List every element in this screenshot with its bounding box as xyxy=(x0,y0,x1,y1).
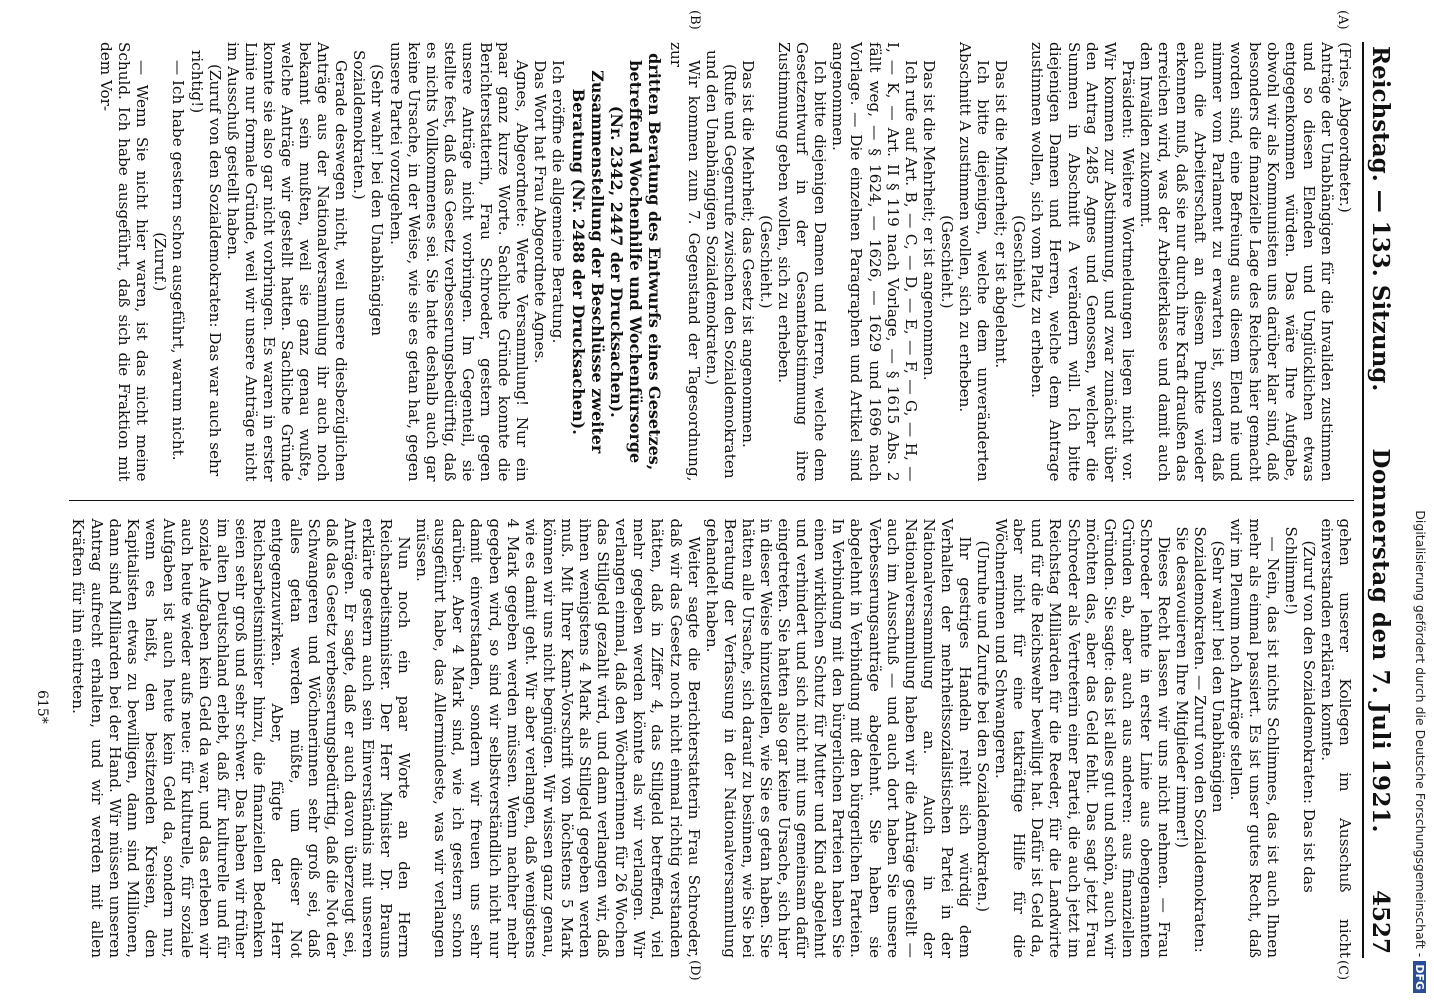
paragraph: Ich bitte diejenigen, welche dem unveränderten Abschnitt A zustimmen wollen, sich zu erheben. xyxy=(956,42,993,482)
footer-mark: 615* xyxy=(34,690,50,724)
paragraph: Gerade deswegen nicht, weil unsere diesbezüglichen Anträge aus der Nationalversammlung ihr auch noch bekannt sein mußten, weil sie ganz genau wußte, welche Anträge wir gestellt hatten. Sachliche Gründe konnte sie also gar nicht vorbringen. Es waren in erster Linie nur formale Gründe, weil wir unsere Anträge nicht im Ausschuß gestellt haben. xyxy=(223,42,351,482)
paragraph: (Fries, Abgeordneter.) xyxy=(1336,42,1354,213)
paragraph: Wir kommen zum 7. Gegenstand der Tagesordnung, zur xyxy=(666,42,703,482)
interjection: (Zuruf von den Sozialdemokraten: Das ist das Schlimme!) xyxy=(1281,526,1318,893)
agenda-title: dritten Beratung des Entwurfs eines Gesetzes, betreffend Wochenhilfe und Wochenfürsorge (Nr. 2342, 2447 der Drucksachen). Zusammenstellung der Beschlüsse zweiter Beratung (Nr. 2488 der Drucksachen). xyxy=(569,53,665,471)
interjection: (Unruhe und Zurufe bei den Sozialdemokraten.) xyxy=(974,540,993,913)
text-columns xyxy=(69,10,1354,981)
digitization-credit xyxy=(1406,8,1428,993)
paragraph: Agnes, Abgeordnete: Werte Versammlung! Nur ein paar ganz kurze Worte. Sachliche Gründe konnte die Berichterstatterin, Frau Schroeder, gestern gegen unsere Anträge nicht vorbringen. Im Gegenteil, sie stellte fest, daß das Gesetz verbesserungsbedürftig, daß es nichts Vollkommenes sei. Sie hatte deshalb auch gar keine Ursache, in der Weise, wie sie es getan hat, gegen unsere Partei vorzugehen. xyxy=(386,42,532,482)
right-column xyxy=(69,501,1354,959)
interjection: (Geschieht.) xyxy=(757,214,775,309)
paragraph: Das Wort hat Frau Abgeordnete Agnes. xyxy=(531,60,550,364)
margin-mark-c: (C) xyxy=(1335,960,1350,981)
paragraph: — Ich habe gestern schon ausgeführt, warum nicht. xyxy=(169,60,188,461)
left-column xyxy=(69,42,1354,501)
margin-mark-d: (D) xyxy=(687,960,702,981)
interjection: (Zuruf.) xyxy=(151,232,170,292)
margin-mark-a: (A) xyxy=(1335,10,1350,30)
paragraph: Ich eröffne die allgemeine Beratung. xyxy=(549,60,568,344)
margin-mark-b: (B) xyxy=(687,10,702,30)
paragraph: Nun noch ein paar Worte an den Herrn Reichsarbeitsminister. Der Herr Minister Dr. Brauns erklärte gestern auch sein Einverständnis mit unseren Anträgen. Er sagte, daß er auch davon überzeugt sei, daß das Gesetz verbesserungsbedürftig, daß die Not der Schwangeren und Wöchnerinnen sehr groß sei, daß alles getan werden müßte, um dieser Not entgegenzuwirken. Aber, fügte der Herr Reichsarbeitsminister hinzu, die finanziellen Bedenken seien sehr groß und sehr schwer. Das haben wir früher im alten Deutschland erlebt, daß für kulturelle und für soziale Aufgaben kein Geld da war, und das erleben wir auch heute wieder aufs neue: für kulturelle, für soziale Aufgaben ist auch heute kein Geld da, sondern nur, wenn es heißt, den besitzenden Kreisen, den Kapitalisten etwas zu bewilligen, dann sind Millionen, dann sind Milliarden bei der Hand. Wir müssen unseren Antrag aufrecht erhalten, und wir werden mit allen Kräften für ihn eintreten. xyxy=(69,518,414,958)
dfg-badge: DFG xyxy=(1413,961,1426,993)
paragraph: Ich rufe auf Art. B, — C, — D, — E, — F, — G, — H, — I, — K, — Art. II § 119 nach Vorlage, — § 1615 Abs. 2 fällt weg, — § 1624, — 1626, — 1629 und 1696 nach Vorlage. — Die einzelnen Paragraphen und Artikel sind angenommen. xyxy=(829,42,920,482)
interjection: (Geschieht.) xyxy=(937,214,956,309)
paragraph: Präsident: Weitere Wortmeldungen liegen nicht vor. Wir kommen zur Abstimmung, und zwar zunächst über den Antrag 2485 Agnes und Genossen, welcher die Summen in Abschnitt A verändern will. Ich bitte diejenigen Damen und Herren, welche dem Antrage zustimmen wollen, sich vom Platz zu erheben. xyxy=(1028,42,1137,482)
page-header xyxy=(1362,42,1394,958)
interjection: (Sehr wahr! bei den Unabhängigen Sozialdemokraten. — Zuruf von den Sozialdemokraten: Sie desavouieren Ihre Mitglieder immer!) xyxy=(1173,526,1228,953)
paragraph: Weiter sagte die Berichterstatterin Frau Schroeder, daß wir das Gesetz noch nicht einmal richtig verstanden hätten, daß in Ziffer 4, das Stillgeld betreffend, viel mehr gegeben werden könnte als wir verlangen. Wir verlangen einmal, daß den Wöchnerinnen für 26 Wochen das Stillgeld gezahlt wird, und dann verlangen wir, daß ihnen wenigstens 4 Mark als Stillgeld gegeben werden muß. Mit Ihrer Kann-Vorschrift von höchstens 5 Mark können wir uns nicht begnügen. Wir wissen ganz genau, wie es damit geht. Wir aber verlangen, daß wenigstens 4 Mark gegeben werden müssen. Wenn nachher mehr gegeben wird, so sind wir selbstverständlich nicht nur damit einverstanden, sondern wir freuen uns sehr darüber. Aber 4 Mark sind, wie ich gestern schon ausgeführt habe, das Allermindeste, was wir verlangen müssen. xyxy=(413,518,703,958)
paragraph: Das ist die Mehrheit; das Gesetz ist angenommen. xyxy=(738,60,757,448)
credit-text: Digitalisierung gefördert durch die Deutsche Forschungsgemeinschaft - xyxy=(1413,510,1428,958)
paragraph: Dieses Recht lassen wir uns nicht nehmen. — Frau Schroeder lehnte in erster Linie aus obengenannten Gründen ab, aber auch aus anderen: aus finanziellen Gründen. Sie sagte: das ist alles gut und schön, auch wir möchten das, aber das Geld fehlt. Das sagt jetzt Frau Schroeder als Vertreterin einer Partei, die auch jetzt im Reichstag Milliarden für die Reeder, für die Landwirte und für die Reichswehr bewilligt hat. Dafür ist Geld da, aber nicht für eine tatkräftige Hilfe für die Wöchnerinnen und Schwangeren. xyxy=(992,518,1174,958)
paragraph: Das ist die Minderheit; er ist abgelehnt. xyxy=(992,60,1011,369)
page-number: 4527 xyxy=(1367,889,1394,954)
paragraph: Das ist die Mehrheit; er ist angenommen. xyxy=(919,60,938,381)
paragraph: gehen unserer Kollegen im Ausschuß nicht einverstanden erklären konnte. xyxy=(1317,518,1354,958)
interjection: (Geschieht.) xyxy=(1010,214,1029,309)
interjection: (Zuruf von den Sozialdemokraten: Das war auch sehr richtig!) xyxy=(187,50,224,477)
paragraph: Anträge der Unabhängigen für die Invaliden zustimmen und so diesen Elenden und Unglücklichen etwas entgegenkommen würden. Das wäre Ihre Aufgabe, obwohl wir als Kommunisten uns darüber klar sind, daß besonders die finanzielle Lage des Reiches hier gemacht worden sind, eine Befreiung aus diesem Elend nie und nimmer vom Parlament zu erwarten ist, sondern daß auch die Arbeiterschaft an diesem Punkte wieder erkennen muß, daß sie nur durch ihre Kraft draußen das erreichen wird, was der Arbeiterklasse und damit auch den Invaliden zukommt. xyxy=(1136,42,1336,482)
paragraph: Ihr gestriges Handeln reiht sich würdig dem Verhalten der mehrheitssozialistischen Partei in der Nationalversammlung an. Auch in der Nationalversammlung haben wir die Anträge gestellt — auch im Ausschuß — und auch dort haben Sie unsere Verbesserungsanträge abgelehnt. Sie haben sie abgelehnt in Verbindung mit den bürgerlichen Parteien. In Verbindung mit den bürgerlichen Parteien haben Sie einen wirklichen Schutz für Mutter und Kind abgelehnt und verhindert und sich nicht mit uns gemeinsam dafür eingetreten. Sie hatten also gar keine Ursache, sich hier in dieser Weise hinzustellen, wie Sie es getan haben. Sie hätten alle Ursache, sich darauf zu besinnen, wie Sie bei Beratung der Verfassung in der Nationalversammlung gehandelt haben. xyxy=(702,518,975,958)
interjection: (Sehr wahr! bei den Unabhängigen Sozialdemokraten.) xyxy=(350,50,387,336)
header-left: Reichstag. — 133. Sitzung. xyxy=(1367,46,1394,392)
paragraph: Ich bitte diejenigen Damen und Herren, welche dem Gesetzentwurf in der Gesamtabstimmung ihre Zustimmung geben wollen, sich zu erheben. xyxy=(775,42,830,482)
interjection: (Rufe und Gegenrufe zwischen den Sozialdemokraten und den Unabhängigen Sozialdemokraten.) xyxy=(702,50,739,479)
header-date: Donnerstag den 7. Juli 1921. xyxy=(1367,448,1394,833)
paragraph: — Wenn Sie nicht hier waren, ist das nicht meine Schuld. Ich habe ausgeführt, daß sich die Fraktion mit dem Vor- xyxy=(97,42,152,482)
paragraph: — Nein, das ist nichts Schlimmes, das ist auch Ihnen mehr als einmal passiert. Es ist unser gutes Recht, daß wir im Plenum noch Anträge stellen. xyxy=(1227,518,1282,958)
